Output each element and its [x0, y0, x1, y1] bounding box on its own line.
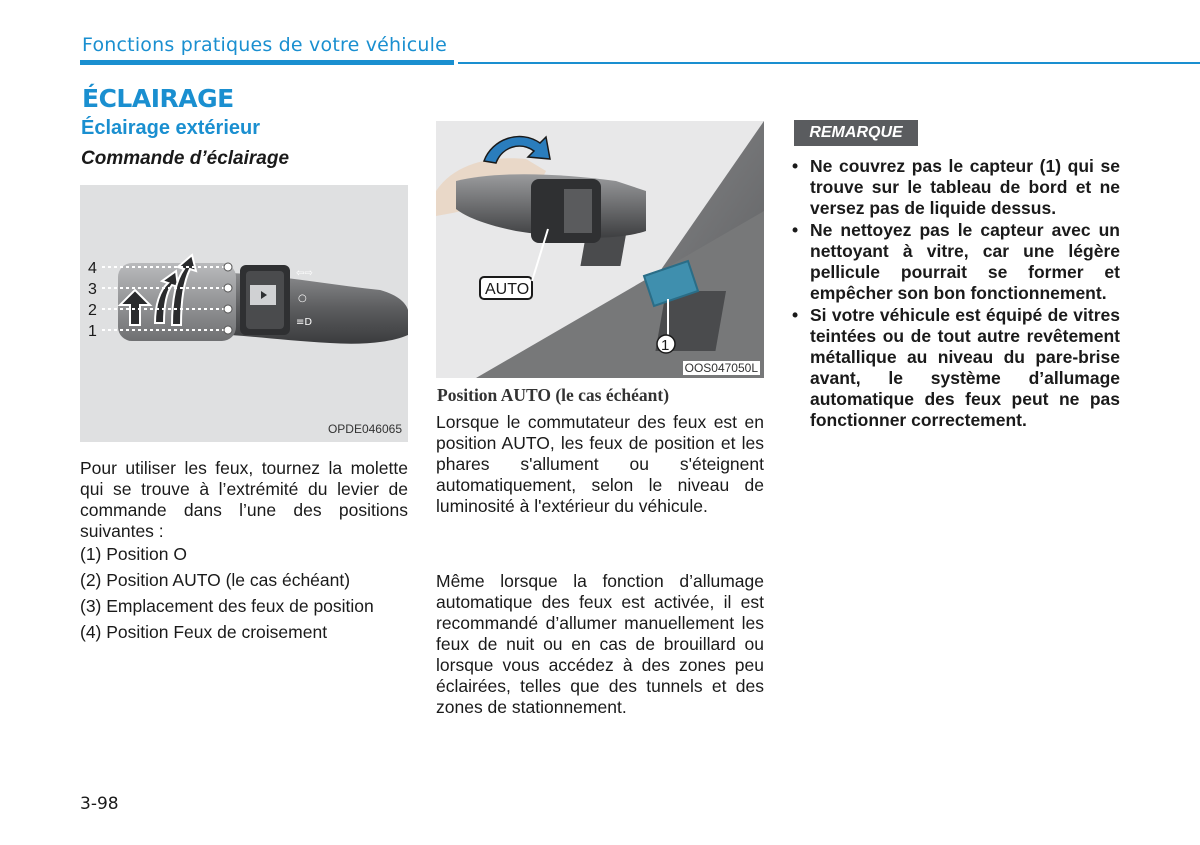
subsubsection-title: Commande d’éclairage: [81, 148, 290, 169]
marker-1: 1: [88, 323, 97, 340]
auto-paragraph-2: Même lorsque la fonction d’allumage automatique des feux est activée, il est recommandé d’allumer manuellement les feux de nuit ou en cas de brouillard ou lorsque vous accédez à des zones peu éclairées, telles que des tunnels et des zones de stationnement.: [436, 571, 764, 717]
running-header: Fonctions pratiques de votre véhicule: [82, 34, 448, 56]
list-item: (1) Position O: [80, 544, 187, 564]
sensor-callout: 1: [661, 337, 670, 354]
auto-paragraph-1: Lorsque le commutateur des feux est en position AUTO, les feux de position et les phares s'allument ou s'éteignent automatiquement, selon le niveau de luminosité à l'extérieur du véhicule.: [436, 412, 764, 516]
marker-4: 4: [88, 260, 97, 277]
auto-caption: Position AUTO (le cas échéant): [437, 385, 670, 405]
list-item: (3) Emplacement des feux de position: [80, 596, 374, 616]
bullet: •: [792, 220, 799, 240]
note-badge: REMARQUE: [794, 120, 918, 146]
svg-text:○: ○: [298, 293, 307, 304]
page-number: 3-98: [80, 794, 119, 814]
note-item: • Ne nettoyez pas le capteur avec un nettoyant à vitre, car une légère pellicule pourrait se former et empêcher son bon fonctionnement.: [792, 220, 1120, 303]
figure-code: OPDE046065: [327, 422, 402, 436]
auto-sensor-illustration: [436, 121, 764, 378]
note-list: [792, 156, 1120, 432]
intro-paragraph: Pour utiliser les feux, tournez la molette qui se trouve à l’extrémité du levier de commande dans l’une des positions suivantes :: [80, 458, 408, 541]
note-item: • Ne couvrez pas le capteur (1) qui se trouve sur le tableau de bord et ne versez pas de liquide dessus.: [792, 156, 1120, 218]
auto-label: AUTO: [485, 281, 530, 298]
light-stalk-illustration: [80, 185, 408, 442]
figure-auto-sensor: [436, 121, 764, 378]
svg-text:⇦⇨: ⇦⇨: [296, 268, 313, 279]
bullet: •: [792, 156, 799, 176]
list-item: (2) Position AUTO (le cas échéant): [80, 570, 351, 590]
subsection-title: Éclairage extérieur: [81, 117, 260, 139]
header-rule-thick: [80, 60, 454, 65]
marker-2: 2: [88, 302, 97, 319]
section-title: ÉCLAIRAGE: [82, 84, 234, 113]
header-rule-thin: [458, 62, 1200, 64]
figure-code: OOS047050L: [684, 361, 758, 375]
bullet: •: [792, 305, 799, 325]
marker-3: 3: [88, 281, 97, 298]
figure-light-switch: [80, 185, 408, 442]
position-list: [80, 544, 420, 648]
svg-text:≡D: ≡D: [296, 317, 313, 328]
note-item: • Si votre véhicule est équipé de vitres teintées ou de tout autre revêtement métallique au niveau du pare-brise avant, le système d’allumage automatique des feux peut ne pas fonctionner correctement.: [792, 305, 1120, 430]
list-item: (4) Position Feux de croisement: [80, 622, 328, 642]
